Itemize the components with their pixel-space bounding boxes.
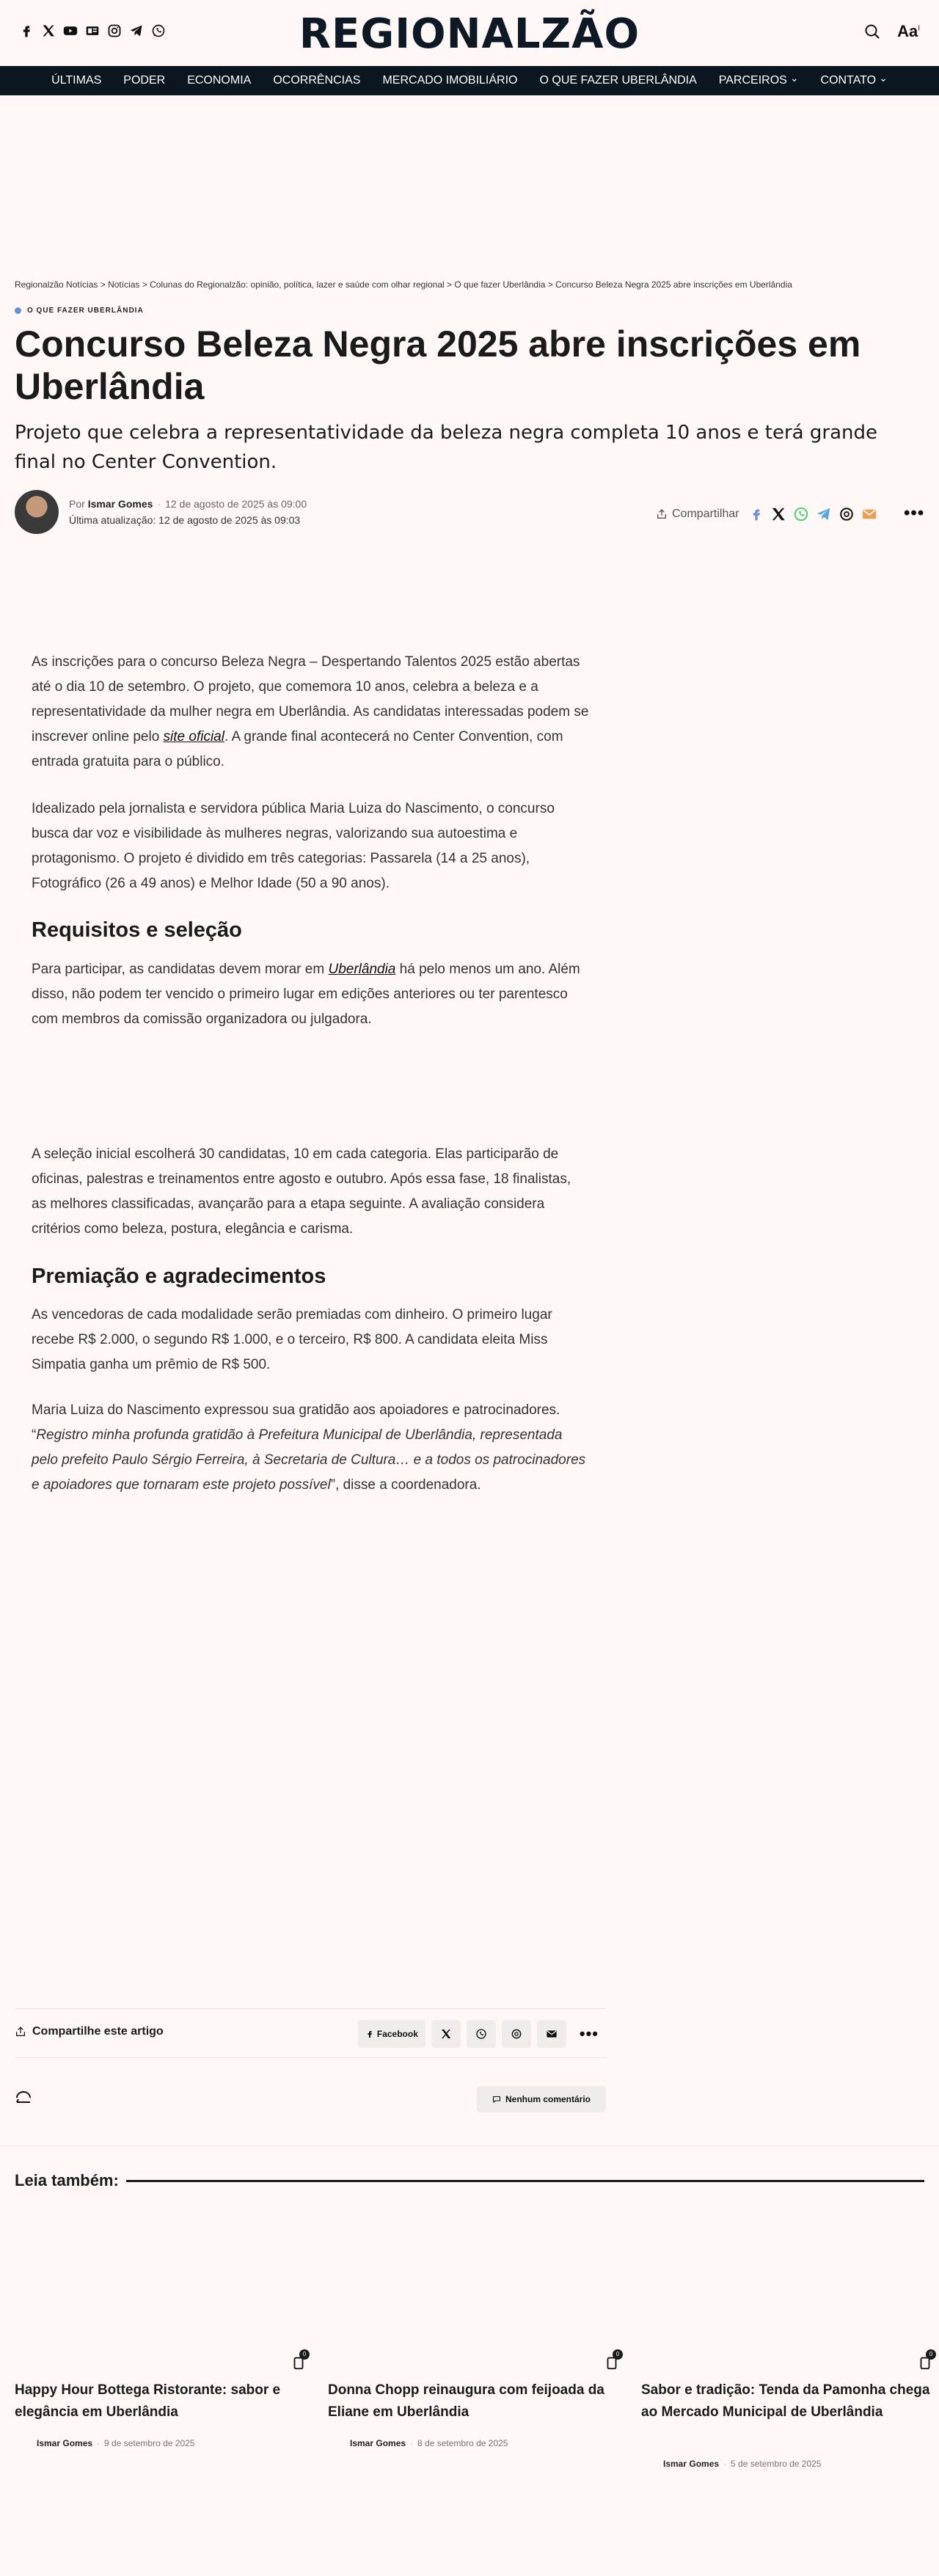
nav-item-poder[interactable]: PODER	[123, 74, 166, 87]
share-label-text: Compartilhar	[672, 508, 739, 520]
nav-item-mercado-imobiliario[interactable]: MERCADO IMOBILIÁRIO	[382, 74, 518, 87]
paragraph-2: Idealizado pela jornalista e servidora pública Maria Luiza do Nascimento, o concurso busca dar voz e visibilidade às mulheres negras, valorizando sua autoestima e protagonismo. O projeto é dividido em três categorias: Passarela (14 a 25 anos), Fotográfico (26 a 49 anos) e Melhor Idade (50 a 90 anos).	[32, 801, 555, 891]
related-heading	[15, 2171, 924, 2190]
related-card-title[interactable]: Donna Chopp reinaugura com feijoada da Eliane em Uberlândia	[328, 2382, 604, 2420]
share-footer-label	[15, 2025, 164, 2038]
nav-item-o-que-fazer[interactable]: O QUE FAZER UBERLÂNDIA	[539, 74, 697, 87]
share-footer	[15, 2008, 606, 2058]
header-tools	[863, 22, 920, 41]
related-heading-text: Leia também:	[15, 2171, 119, 2189]
publish-date: 12 de agosto de 2025 às 09:00	[165, 498, 307, 510]
paragraph-3b: há pelo menos um ano. Além disso, não podem ter vencido o primeiro lugar em edições anteriores ou ter parentesco com membros da comissão organizadora ou julgadora.	[32, 962, 580, 1027]
quote-text: Registro minha profunda gratidão à Prefeitura Municipal de Uberlândia, representada pelo prefeito Paulo Sérgio Ferreira, à Secretaria de Cultura… e a todos os patrocinadores e apoiadores que tornaram este projeto possível	[32, 1427, 586, 1493]
paragraph-6a: Maria Luiza do Nascimento expressou sua gratidão aos apoiadores e patrocinadores. “	[32, 1402, 560, 1443]
related-card-title[interactable]: Happy Hour Bottega Ristorante: sabor e elegância em Uberlândia	[15, 2382, 281, 2420]
email-share-icon[interactable]	[861, 506, 877, 522]
comment-count-icon[interactable]	[291, 2351, 307, 2371]
share-footer-text: Compartilhe este artigo	[32, 2025, 164, 2038]
related-heading-rule	[126, 2180, 924, 2182]
whatsapp-share-button[interactable]	[467, 2020, 496, 2048]
comment-count-icon[interactable]	[917, 2351, 933, 2371]
paragraph-1	[32, 650, 589, 775]
category-label: O QUE FAZER UBERLÂNDIA	[27, 307, 144, 315]
paragraph-5: As vencedoras de cada modalidade serão premiadas com dinheiro. O primeiro lugar recebe R$ 2.000, o segundo R$ 1.000, e o terceiro, R$ 800. A candidata eleita Miss Simpatia ganha um prêmio de R$ 500.	[32, 1307, 552, 1372]
nav-item-ultimas[interactable]: ÚLTIMAS	[51, 74, 102, 87]
whatsapp-share-icon[interactable]	[793, 506, 809, 522]
threads-share-button[interactable]	[502, 2020, 531, 2048]
comment-count-icon[interactable]	[604, 2351, 620, 2371]
site-oficial-link[interactable]: site oficial	[163, 729, 224, 744]
site-logo[interactable]: REGIONALZÃO	[299, 10, 640, 58]
search-icon[interactable]	[863, 23, 881, 40]
comment-count: 0	[926, 2349, 936, 2360]
share-label	[656, 508, 739, 521]
byline: Por Ismar Gomes · 12 de agosto de 2025 às 09:00 Última atualização: 12 de agosto de 2025 às 09:03	[15, 490, 307, 534]
nav-item-contato[interactable]: CONTATO ⌄	[821, 74, 888, 87]
email-share-button[interactable]	[537, 2020, 566, 2048]
nav-item-parceiros[interactable]: PARCEIROS ⌄	[719, 74, 799, 87]
share-bar	[656, 506, 877, 522]
paragraph-1b: . A grande final acontecerá no Center Convention, com entrada gratuita para o público.	[32, 729, 563, 769]
heading-requisitos: Requisitos e seleção	[32, 918, 242, 942]
related-card-author[interactable]: Ismar Gomes	[37, 2438, 93, 2448]
main-nav	[0, 66, 939, 95]
last-updated: Última atualização: 12 de agosto de 2025 às 09:03	[69, 514, 301, 526]
x-share-button[interactable]	[431, 2020, 461, 2048]
related-card-author[interactable]: Ismar Gomes	[663, 2459, 720, 2469]
paragraph-3	[32, 957, 589, 1032]
related-card-date: 5 de setembro de 2025	[731, 2459, 822, 2469]
nav-item-economia[interactable]: ECONOMIA	[187, 74, 252, 87]
share-footer-buttons	[358, 2020, 606, 2048]
font-size-toggle[interactable]	[897, 22, 920, 41]
related-card-date: 8 de setembro de 2025	[417, 2438, 508, 2448]
by-prefix: Por	[69, 498, 85, 510]
threads-share-icon[interactable]	[838, 506, 855, 522]
x-share-icon[interactable]	[770, 506, 786, 522]
author-name[interactable]: Ismar Gomes	[87, 498, 153, 510]
paragraph-1a: As inscrições para o concurso Beleza Negra – Despertando Talentos 2025 estão abertas até o dia 10 de setembro. O projeto, que comemora 10 anos, celebra a beleza e a representatividade da mulher negra em Uberlândia. As candidatas interessadas podem se inscrever online pelo	[32, 654, 589, 744]
nav-item-ocorrencias[interactable]: OCORRÊNCIAS	[273, 74, 361, 87]
comment-bubble-icon[interactable]	[15, 2089, 32, 2110]
section-divider	[0, 2145, 939, 2146]
paragraph-6	[32, 1398, 589, 1498]
article-title: Concurso Beleza Negra 2025 abre inscrições em Uberlândia	[15, 323, 861, 407]
comment-count: 0	[299, 2349, 310, 2360]
author-avatar[interactable]	[15, 490, 59, 534]
facebook-share-button[interactable]	[358, 2020, 425, 2048]
comment-count: 0	[613, 2349, 623, 2360]
facebook-share-label: Facebook	[376, 2029, 418, 2039]
uberlandia-link[interactable]: Uberlândia	[328, 962, 396, 977]
category-dot	[15, 307, 21, 314]
article-subtitle: Projeto que celebra a representatividade da beleza negra completa 10 anos e terá grande final no Center Convention.	[15, 422, 877, 473]
breadcrumb[interactable]: Regionalzão Notícias > Notícias > Colunas do Regionalzão: opinião, política, lazer e saúde com olhar regional > O que fazer Uberlândia > Concurso Beleza Negra 2025 abre inscrições em Uberlândia	[15, 279, 792, 290]
category-tag[interactable]	[15, 307, 144, 315]
telegram-share-icon[interactable]	[816, 506, 832, 522]
more-share-icon[interactable]: •••	[904, 503, 925, 523]
related-card-title[interactable]: Sabor e tradição: Tenda da Pamonha chega ao Mercado Municipal de Uberlândia	[641, 2382, 930, 2420]
related-card-author[interactable]: Ismar Gomes	[350, 2438, 406, 2448]
heading-premiacao: Premiação e agradecimentos	[32, 1265, 326, 1288]
more-share-button[interactable]: •••	[579, 2024, 599, 2043]
font-size-label: Aa	[897, 22, 918, 40]
site-header	[0, 0, 939, 66]
paragraph-6b: ”, disse a coordenadora.	[330, 1477, 481, 1493]
paragraph-4: A seleção inicial escolherá 30 candidatas, 10 em cada categoria. Elas participarão de oficinas, palestras e treinamentos entre agosto e outubro. Após essa fase, 18 finalistas, as melhores classificadas, avançarão para a etapa seguinte. A avaliação considera critérios como beleza, postura, elegância e carisma.	[32, 1146, 571, 1237]
related-card-date: 9 de setembro de 2025	[104, 2438, 195, 2448]
paragraph-3a: Para participar, as candidatas devem morar em	[32, 962, 329, 977]
font-size-sup: I	[918, 24, 920, 33]
comments-row	[15, 2085, 606, 2114]
no-comments-button[interactable]	[477, 2086, 606, 2112]
no-comments-label: Nenhum comentário	[505, 2094, 591, 2104]
facebook-share-icon[interactable]	[749, 507, 764, 522]
